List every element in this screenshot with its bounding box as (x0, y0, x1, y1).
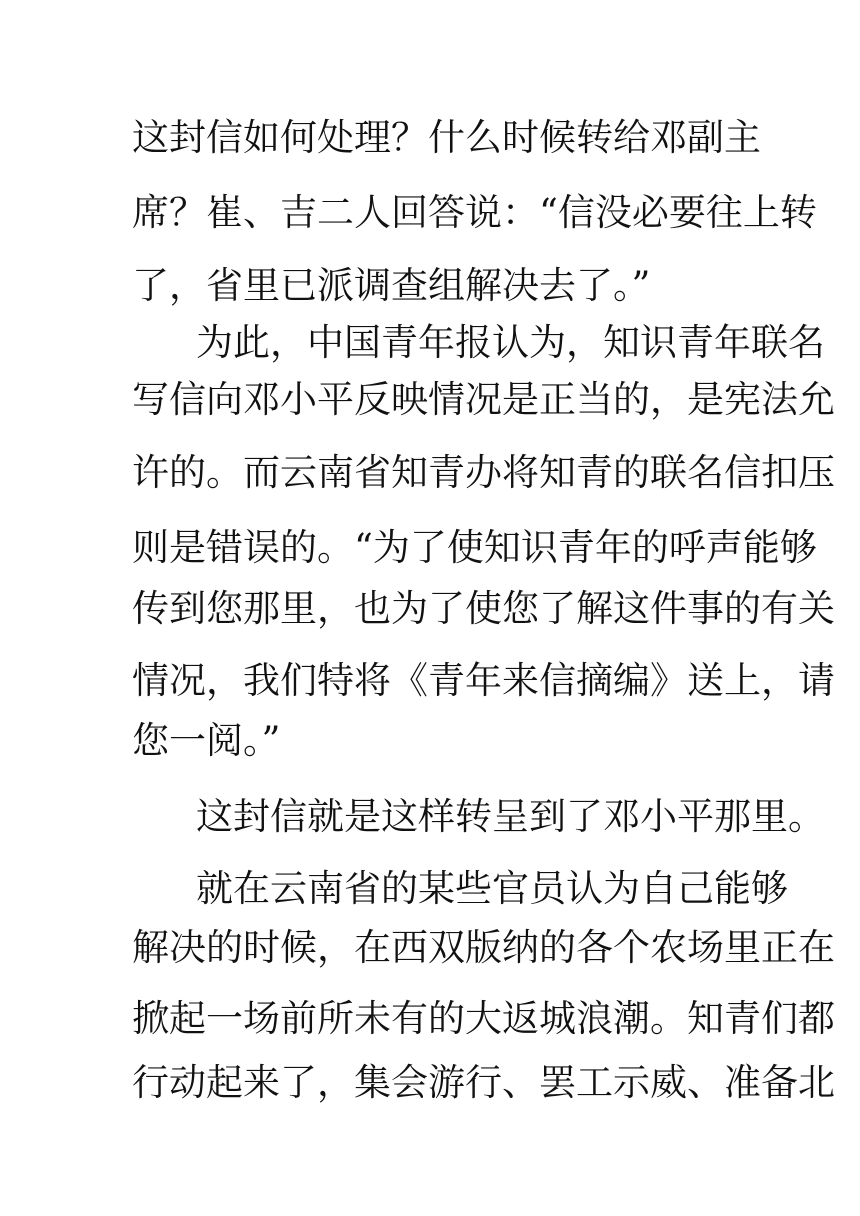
text-line: 您一阅。” (132, 719, 281, 762)
paragraph-start-line: 就在云南省的某些官员认为自己能够 (196, 867, 788, 910)
text-line: 了，省里已派调查组解决去了。” (132, 264, 651, 307)
paragraph-start-line: 为此，中国青年报认为，知识青年联名 (196, 321, 825, 364)
text-line: 写信向邓小平反映情况是正当的，是宪法允 (132, 378, 835, 421)
text-line: 席？崔、吉二人回答说：“信没必要往上转 (132, 191, 817, 234)
text-line: 行动起来了，集会游行、罢工示威、准备北 (132, 1061, 835, 1104)
text-line: 掀起一场前所未有的大返城浪潮。知青们都 (132, 997, 835, 1040)
text-line: 解决的时候，在西双版纳的各个农场里正在 (132, 926, 835, 969)
text-line: 许的。而云南省知青办将知青的联名信扣压 (132, 451, 835, 494)
text-line: 传到您那里，也为了使您了解这件事的有关 (132, 587, 835, 630)
paragraph-start-line: 这封信就是这样转呈到了邓小平那里。 (196, 795, 825, 838)
text-line: 情况，我们特将《青年来信摘编》送上，请 (132, 659, 835, 702)
text-line: 则是错误的。“为了使知识青年的呼声能够 (132, 526, 817, 569)
text-line: 这封信如何处理？什么时候转给邓副主 (132, 116, 761, 159)
